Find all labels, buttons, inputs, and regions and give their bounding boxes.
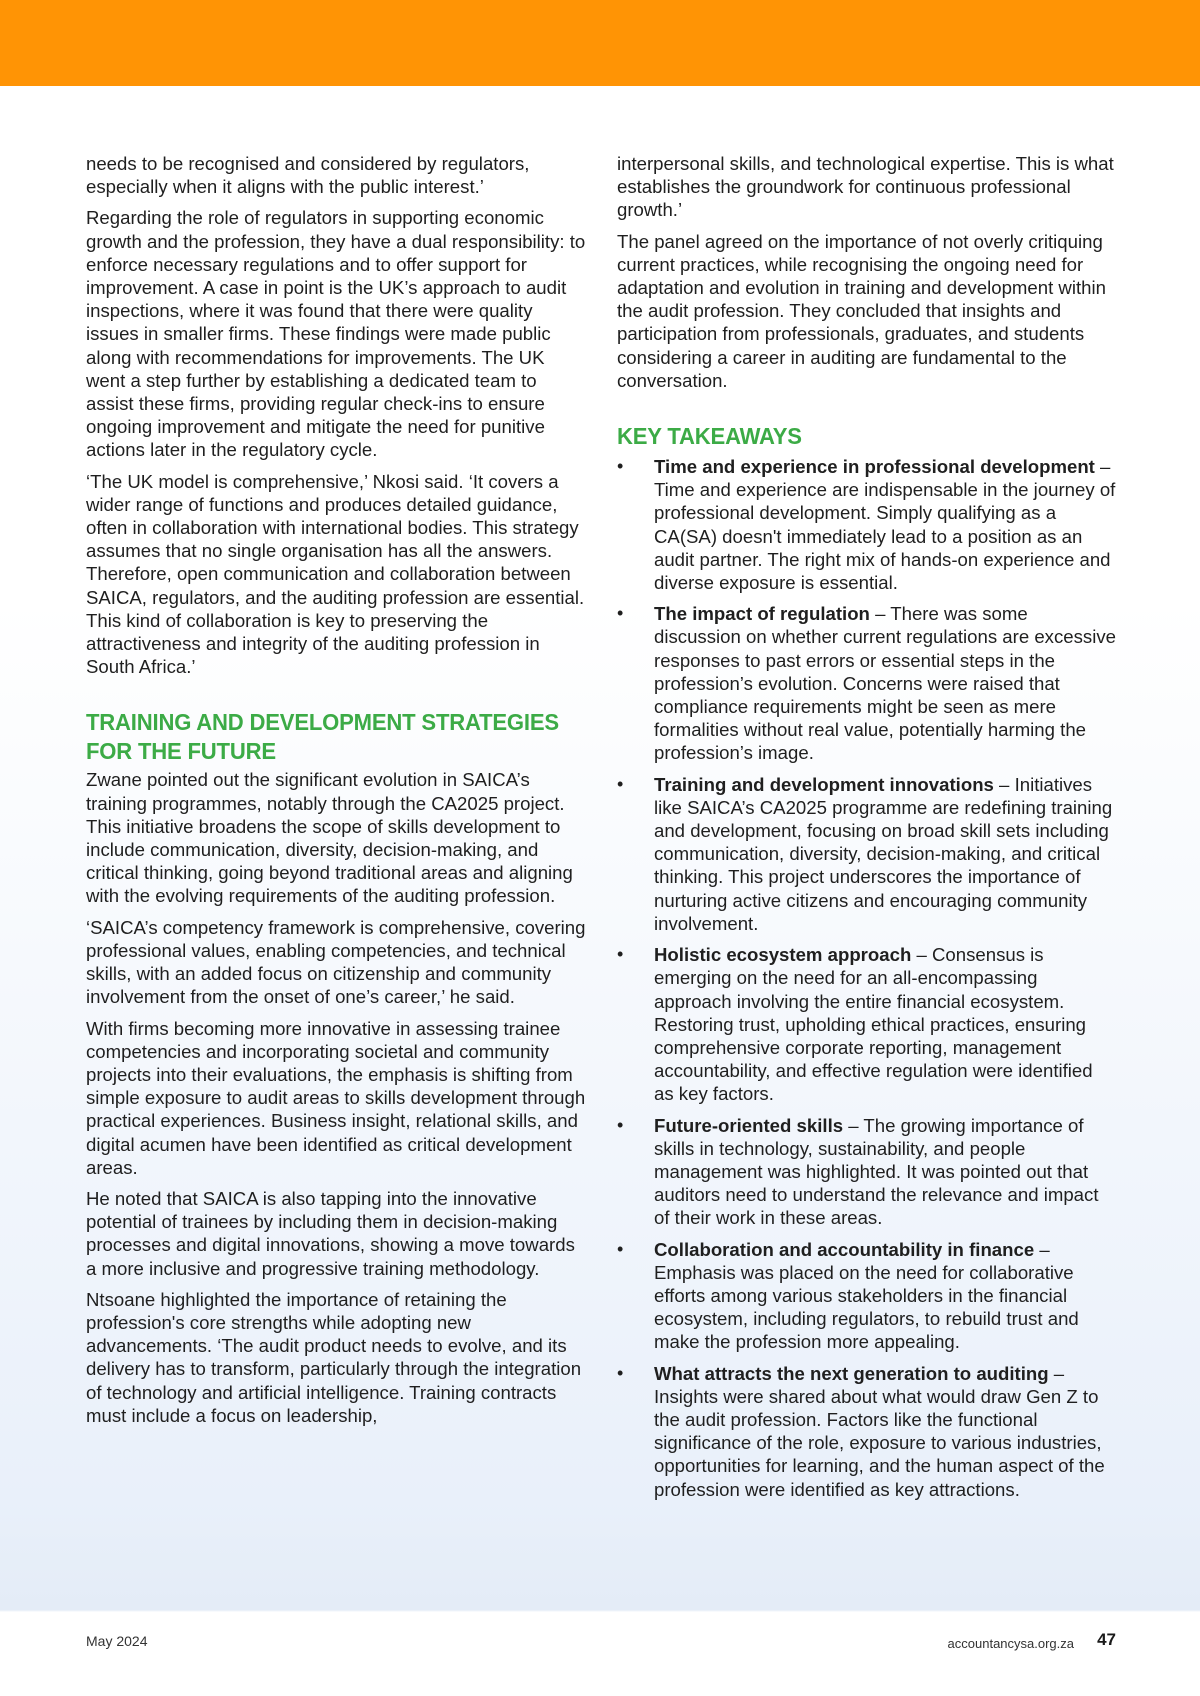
page-number: 47 — [1097, 1630, 1116, 1649]
takeaway-item — [617, 1114, 1117, 1230]
body-paragraph: The panel agreed on the importance of not overly critiquing current practices, while recognising the ongoing need for adaptation and evolution in training and development within the audit profession. They concluded that insights and participation from professionals, graduates, and students considering a career in auditing are fundamental to the conversation. — [617, 230, 1106, 391]
body-paragraph: Regarding the role of regulators in supporting economic growth and the profession, they have a dual responsibility: to enforce necessary regulations and to offer support for improvement. A case in point is the UK’s approach to audit inspections, where it was found that there were quality issues in smaller firms. These findings were made public along with recommendations for improvements. The UK went a step further by establishing a dedicated team to assist these firms, providing regular check-ins to ensure ongoing improvement and mitigate the need for punitive actions later in the regulatory cycle. — [86, 207, 586, 461]
section-heading-training: TRAINING AND DEVELOPMENT STRATEGIES FOR THE FUTURE — [86, 709, 559, 765]
body-paragraph: ‘The UK model is comprehensive,’ Nkosi said. ‘It covers a wider range of functions and produces detailed guidance, often in collaboration with international bodies. This strategy assumes that no single organisation has all the answers. Therefore, open communication and collaboration between SAICA, regulators, and the auditing profession are essential. This kind of collaboration is key to preserving the attractiveness and integrity of the auditing profession in South Africa.’ — [86, 470, 585, 678]
key-takeaways-list — [617, 455, 1117, 1501]
takeaway-item — [617, 455, 1117, 594]
bullet-icon: • — [617, 773, 624, 794]
takeaway-title: The impact of regulation — [654, 603, 870, 625]
body-paragraph: needs to be recognised and considered by regulators, especially when it aligns with the public interest.’ — [86, 153, 530, 198]
body-paragraph: He noted that SAICA is also tapping into the innovative potential of trainees by including them in decision-making processes and digital innovations, showing a move towards a more inclusive and progressive training methodology. — [86, 1187, 575, 1279]
body-paragraph: With firms becoming more innovative in assessing trainee competencies and incorporating societal and community projects into their evaluations, the emphasis is shifting from simple exposure to audit areas to skills development through practical experiences. Business insight, relational skills, and digital acumen have been identified as critical development areas. — [86, 1017, 586, 1178]
body-paragraph: Ntsoane highlighted the importance of retaining the profession's core strengths while adopting new advancements. ‘The audit product needs to evolve, and its delivery has to transform, particularly through the integration of technology and artificial intelligence. Training contracts must include a focus on leadership, — [86, 1288, 582, 1426]
takeaway-text: – Time and experience are indispensable in the journey of professional development. Simply qualifying as a CA(SA) doesn't immediately lead to a position as an audit partner. The right mix of hands-on experience and diverse exposure is essential. — [654, 456, 1116, 594]
footer-website: accountancysa.org.za — [947, 1636, 1074, 1651]
takeaway-text: – There was some discussion on whether current regulations are excessive responses to past errors or essential steps in the profession’s evolution. Concerns were raised that compliance requirements might be seen as mere formalities without real value, potentially harming the profession’s image. — [654, 603, 1116, 764]
section-heading-key-takeaways: KEY TAKEAWAYS — [617, 423, 802, 450]
body-paragraph: ‘SAICA’s competency framework is comprehensive, covering professional values, enabling competencies, and technical skills, with an added focus on citizenship and community involvement from the onset of one’s career,’ he said. — [86, 916, 586, 1008]
bullet-icon: • — [617, 603, 624, 624]
takeaway-title: Time and experience in professional development — [654, 456, 1095, 478]
takeaway-item — [617, 773, 1117, 935]
takeaway-title: Collaboration and accountability in finance — [654, 1238, 1035, 1260]
body-paragraph: Zwane pointed out the significant evolution in SAICA’s training programmes, notably through the CA2025 project. This initiative broadens the scope of skills development to include communication, diversity, decision-making, and critical thinking, going beyond traditional areas and aligning with the evolving requirements of the auditing profession. — [86, 769, 573, 907]
right-column — [617, 152, 1117, 1509]
takeaway-text: – Emphasis was placed on the need for collaborative efforts among various stakeholders in the financial ecosystem, including regulators, to rebuild trust and make the profession more appealing. — [654, 1238, 1079, 1353]
takeaway-item — [617, 943, 1117, 1105]
takeaway-text: – Initiatives like SAICA’s CA2025 programme are redefining training and development, focusing on broad skill sets including communication, diversity, decision-making, and critical thinking. This project underscores the importance of nurturing active citizens and encouraging community involvement. — [654, 773, 1113, 934]
takeaway-text: – Consensus is emerging on the need for an all-encompassing approach involving the entire financial ecosystem. Restoring trust, upholding ethical practices, ensuring comprehensive corporate reporting, management accountability, and effective regulation were identified as key factors. — [654, 944, 1093, 1105]
top-orange-band — [0, 0, 1200, 86]
footer-date: May 2024 — [86, 1633, 148, 1649]
body-paragraph: interpersonal skills, and technological expertise. This is what establishes the groundwork for continuous professional growth.’ — [617, 153, 1114, 221]
bullet-icon: • — [617, 1114, 624, 1135]
bullet-icon: • — [617, 944, 624, 965]
left-column — [86, 152, 586, 1435]
takeaway-title: What attracts the next generation to auditing — [654, 1362, 1049, 1384]
takeaway-item — [617, 602, 1117, 764]
takeaway-text: – Insights were shared about what would draw Gen Z to the audit profession. Factors like the functional significance of the role, exposure to various industries, opportunities for learning, and the human aspect of the profession were identified as key attractions. — [654, 1362, 1105, 1500]
bullet-icon: • — [617, 1238, 624, 1259]
takeaway-item — [617, 1362, 1117, 1501]
takeaway-item — [617, 1238, 1117, 1354]
takeaway-text: – The growing importance of skills in technology, sustainability, and people management was highlighted. It was pointed out that auditors need to understand the relevance and impact of their work in these areas. — [654, 1114, 1099, 1229]
takeaway-title: Future-oriented skills — [654, 1114, 844, 1136]
takeaway-title: Training and development innovations — [654, 773, 994, 795]
bullet-icon: • — [617, 456, 624, 477]
bullet-icon: • — [617, 1362, 624, 1383]
takeaway-title: Holistic ecosystem approach — [654, 944, 912, 966]
